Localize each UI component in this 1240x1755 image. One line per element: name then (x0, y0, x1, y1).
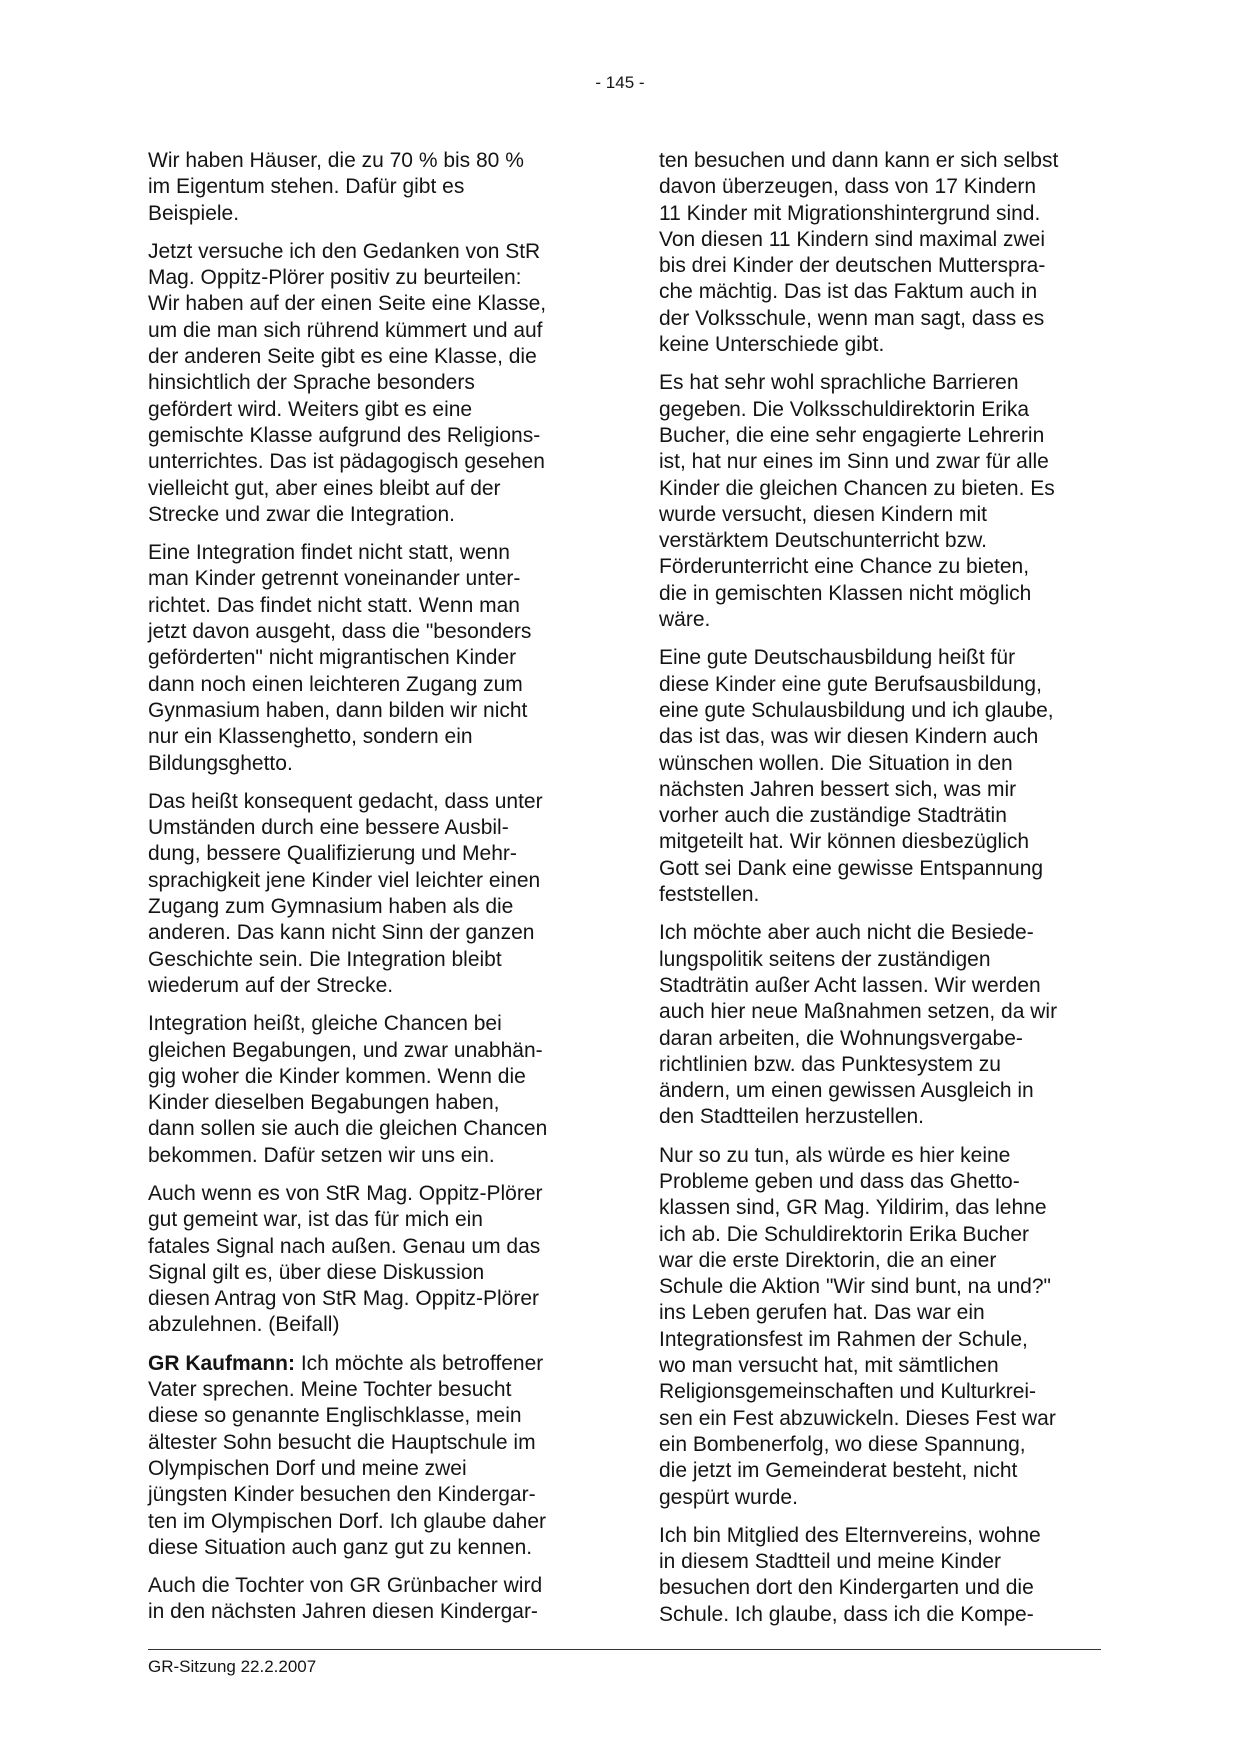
footer-session-label: GR-Sitzung 22.2.2007 (148, 1657, 317, 1676)
right-column (659, 148, 1109, 1640)
page-number: - 145 - (595, 73, 645, 92)
paragraph: Auch die Tochter von GR Grünbacher wird in den nächsten Jahren diesen Kindergar- (148, 1574, 543, 1624)
speaker-text: Ich möchte als betroffener Vater sprechen. Meine Tochter besucht diese so genannte Englischklasse, mein ältester Sohn besucht die Hauptschule im Olympischen Dorf und meine zwei jüngsten Kinder besuchen den Kindergar- ten im Olympischen Dorf. Ich glaube daher diese Situation auch ganz gut zu kennen. (148, 1351, 547, 1559)
paragraph: Eine Integration findet nicht statt, wenn man Kinder getrennt voneinander unter- richtet. Das findet nicht statt. Wenn man jetzt davon ausgeht, dass die "besonders geförderten" nicht migrantischen Kinder dann noch einen leichteren Zugang zum Gynmasium haben, dann bilden wir nicht nur ein Klassenghetto, sondern ein Bildungsghetto. (148, 541, 532, 775)
paragraph: ten besuchen und dann kann er sich selbst davon überzeugen, dass von 17 Kindern 11 Kinder mit Migrationshintergrund sind. Von diesen 11 Kindern sind maximal zwei bis drei Kinder der deutschen Mutterspra- che mächtig. Das ist das Faktum auch in der Volksschule, wenn man sagt, dass es keine Unterschiede gibt. (659, 149, 1059, 357)
paragraph: Nur so zu tun, als würde es hier keine Probleme geben und dass das Ghetto- klassen sind, GR Mag. Yildirim, das lehne ich ab. Die Schuldirektorin Erika Bucher war die erste Direktorin, die an einer Schule die Aktion "Wir sind bunt, na und?" ins Leben gerufen hat. Das war ein Integrationsfest im Rahmen der Schule, wo man versucht hat, mit sämtlichen Religionsgemeinschaften und Kulturkrei- sen ein Fest abzuwickeln. Dieses Fest war ein Bombenerfolg, wo diese Spannung, die jetzt im Gemeinderat besteht, nicht gespürt wurde. (659, 1143, 1056, 1509)
speaker-paragraph (148, 1351, 594, 1561)
paragraph: Jetzt versuche ich den Gedanken von StR Mag. Oppitz-Plörer positiv zu beurteilen: Wir haben auf der einen Seite eine Klasse, um die man sich rührend kümmert und auf der anderen Seite gibt es eine Klasse, die hinsichtlich der Sprache besonders gefördert wird. Weiters gibt es eine gemischte Klasse aufgrund des Religions- unterrichtes. Das ist pädagogisch gesehen vielleicht gut, aber eines bleibt auf der Strecke und zwar die Integration. (148, 239, 547, 526)
paragraph: Das heißt konsequent gedacht, dass unter Umständen durch eine bessere Ausbil- dung, bessere Qualifizierung und Mehr- sprachigkeit jene Kinder viel leichter einen Zugang zum Gymnasium haben als die anderen. Das kann nicht Sinn der ganzen Geschichte sein. Die Integration bleibt wiederum auf der Strecke. (148, 789, 543, 997)
paragraph: Auch wenn es von StR Mag. Oppitz-Plörer gut gemeint war, ist das für mich ein fatales Signal nach außen. Genau um das Signal gilt es, über diese Diskussion diesen Antrag von StR Mag. Oppitz-Plörer abzulehnen. (Beifall) (148, 1181, 543, 1337)
paragraph: Ich bin Mitglied des Elternvereins, wohne in diesem Stadtteil und meine Kinder besuchen dort den Kindergarten und die Schule. Ich glaube, dass ich die Kompe- (659, 1523, 1041, 1626)
paragraph: Eine gute Deutschausbildung heißt für diese Kinder eine gute Berufsausbildung, eine gute Schulausbildung und ich glaube, das ist das, was wir diesen Kindern auch wünschen wollen. Die Situation in den nächsten Jahren bessert sich, was mir vorher auch die zuständige Stadträtin mitgeteilt hat. Wir können diesbezüglich Gott sei Dank eine gewisse Entspannung feststellen. (659, 646, 1054, 907)
speaker-name: GR Kaufmann: (148, 1351, 295, 1375)
paragraph: Ich möchte aber auch nicht die Besiede- lungspolitik seitens der zuständigen Stadträtin außer Acht lassen. Wir werden auch hier neue Maßnahmen setzen, da wir daran arbeiten, die Wohnungsvergabe- richtlinien bzw. das Punktesystem zu ändern, um einen gewissen Ausgleich in den Stadtteilen herzustellen. (659, 921, 1058, 1129)
paragraph: Integration heißt, gleiche Chancen bei gleichen Begabungen, und zwar unabhän- gig woher die Kinder kommen. Wenn die Kinder dieselben Begabungen haben, dann sollen sie auch die gleichen Chancen bekommen. Dafür setzen wir uns ein. (148, 1012, 548, 1167)
paragraph: Es hat sehr wohl sprachliche Barrieren gegeben. Die Volksschuldirektorin Erika Bucher, die eine sehr engagierte Lehrerin ist, hat nur eines im Sinn und zwar für alle Kinder die gleichen Chancen zu bieten. Es wurde versucht, diesen Kindern mit verstärktem Deutschunterricht bzw. Förderunterricht eine Chance zu bieten, die in gemischten Klassen nicht möglich wäre. (659, 371, 1055, 632)
footer-divider (148, 1649, 1101, 1650)
paragraph: Wir haben Häuser, die zu 70 % bis 80 % im Eigentum stehen. Dafür gibt es Beispiele. (148, 149, 524, 225)
left-column (148, 148, 594, 1638)
